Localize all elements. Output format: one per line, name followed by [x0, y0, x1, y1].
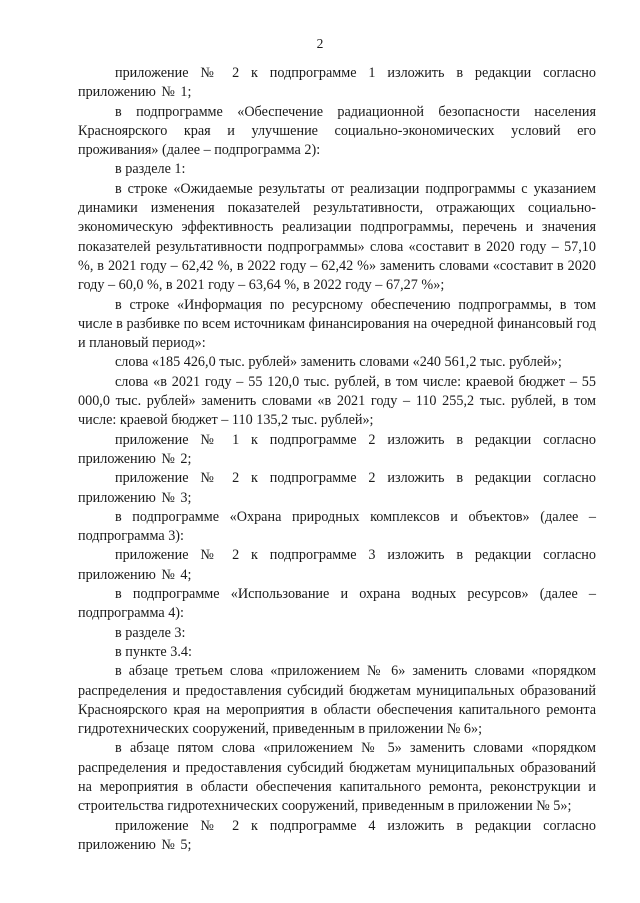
paragraph-8: приложение № 1 к подпрограмме 2 изложить в редакции согласно приложению № 2; — [78, 431, 596, 467]
paragraph-11: приложение № 2 к подпрограмме 3 изложить в редакции согласно приложению № 4; — [78, 547, 596, 583]
paragraph-2: в подпрограмме «Обеспечение радиационной безопасности населения Красноярского края и улучшение социально-экономических условий его проживания» (далее – подпрограмма 2): — [78, 103, 596, 159]
paragraph-6: слова «185 426,0 тыс. рублей» заменить словами «240 561,2 тыс. рублей»; — [115, 354, 562, 371]
paragraph-7: слова «в 2021 году – 55 120,0 тыс. рублей, в том числе: краевой бюджет – 55 000,0 тыс. рублей» заменить словами «в 2021 году – 110 255,2 тыс. рублей, в том числе: краевой бюджет – 110 135,2 тыс. рублей»; — [78, 373, 596, 429]
paragraph-4: в строке «Ожидаемые результаты от реализации подпрограммы с указанием динамики изменения показателей результативности, отражающих социально-экономическую эффективность реализации подпрограммы, перечень и значения показателей результативности подпрограммы» слова «составит в 2020 году – 57,10 %, в 2021 году – 62,42 %, в 2022 году – 62,42 %» заменить словами «составит в 2020 году – 60,0 %, в 2021 году – 63,64 %, в 2022 году – 67,27 %»; — [78, 180, 596, 294]
paragraph-16: в абзаце пятом слова «приложением № 5» заменить словами «порядком распределения и предоставления субсидий бюджетам муниципальных образований на мероприятия в области обеспечения капитального ремонта, реконструкции и строительства гидротехнических сооружений, приведенным в приложении № 5»; — [78, 740, 596, 815]
paragraph-1: приложение № 2 к подпрограмме 1 изложить в редакции согласно приложению № 1; — [78, 65, 596, 101]
page-number: 2 — [316, 36, 324, 51]
paragraph-12: в подпрограмме «Использование и охрана водных ресурсов» (далее – подпрограмма 4): — [78, 586, 596, 622]
paragraph-13: в разделе 3: — [115, 624, 186, 641]
document-body — [78, 64, 596, 855]
paragraph-10: в подпрограмме «Охрана природных комплексов и объектов» (далее – подпрограмма 3): — [78, 508, 596, 545]
paragraph-14: в пункте 3.4: — [115, 643, 192, 660]
paragraph-3: в разделе 1: — [115, 161, 186, 178]
paragraph-5: в строке «Информация по ресурсному обеспечению подпрограммы, в том числе в разбивке по всем источникам финансирования на очередной финансовый год и плановый период»: — [78, 296, 596, 352]
paragraph-9: приложение № 2 к подпрограмме 2 изложить в редакции согласно приложению № 3; — [78, 470, 596, 506]
paragraph-15: в абзаце третьем слова «приложением № 6» заменить словами «порядком распределения и предоставления субсидий бюджетам муниципальных образований Красноярского края на мероприятия в области обеспечения капитального ремонта гидротехнических сооружений, приведенным в приложении № 6»; — [78, 663, 596, 738]
paragraph-17: приложение № 2 к подпрограмме 4 изложить в редакции согласно приложению № 5; — [78, 817, 596, 853]
